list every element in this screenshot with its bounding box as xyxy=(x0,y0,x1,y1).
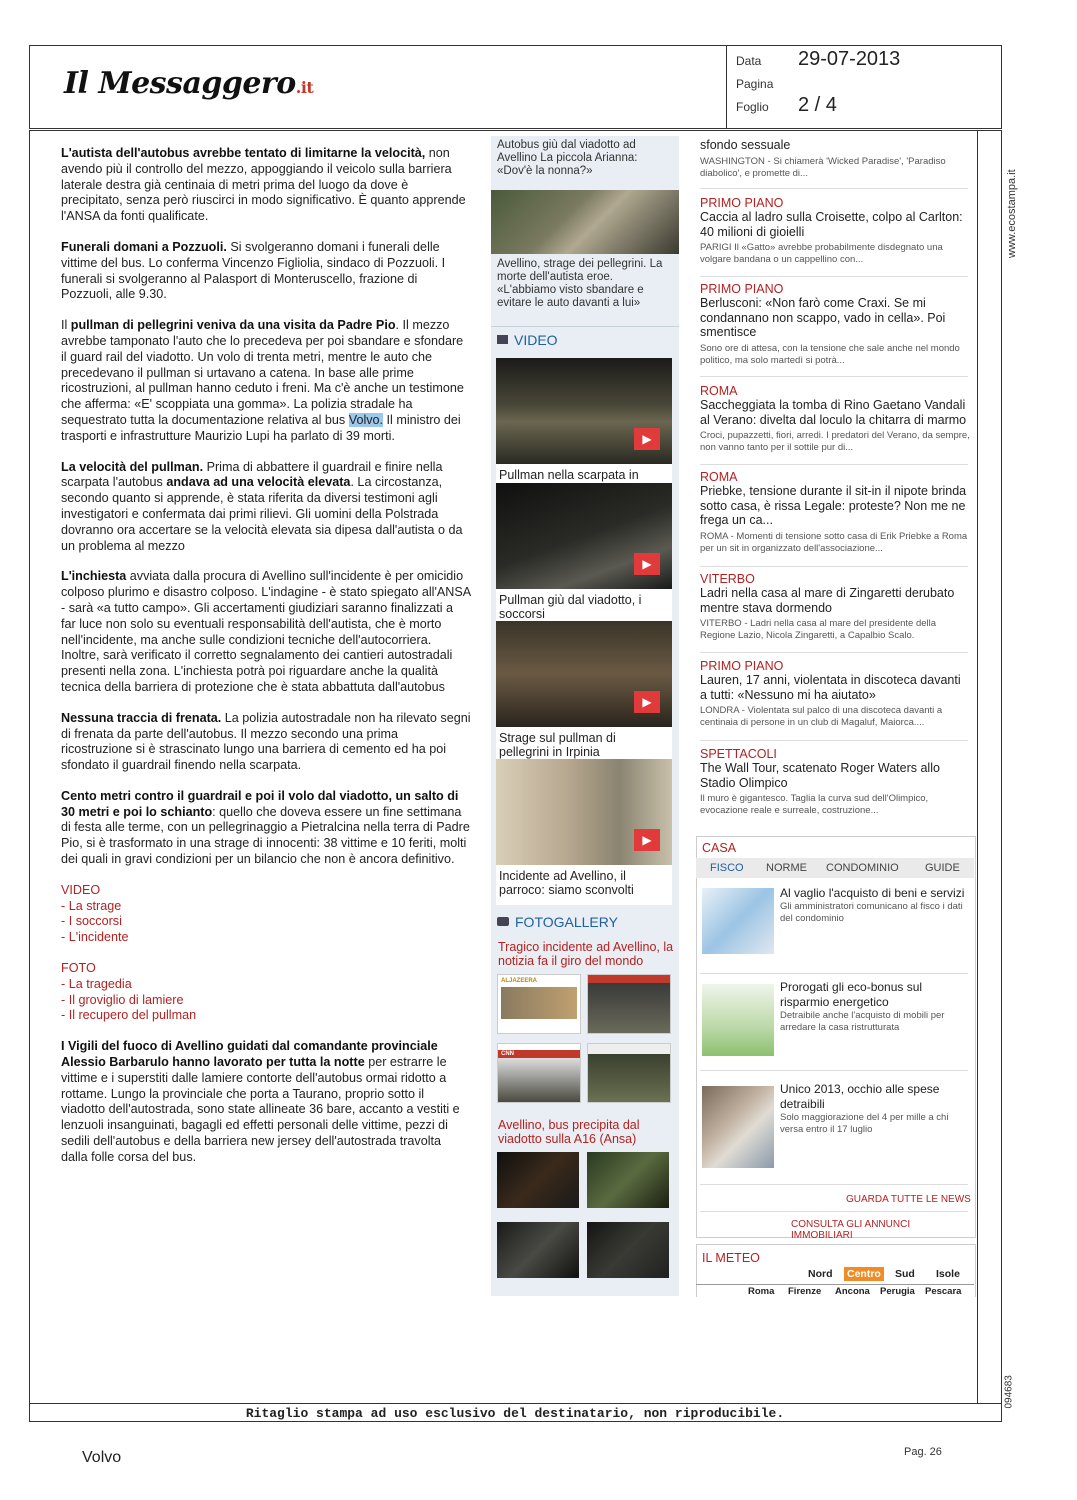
news-summary: VITERBO - Ladri nella casa al mare del presidente della Regione Lazio, Nicola Zingaretti, a Capalbio Scalo. xyxy=(700,618,937,641)
paragraph: L'autista dell'autobus avrebbe tentato di limitarne la velocità, non avendo più il controllo del mezzo, appoggiando il veicolo sulla barriera laterale destra già centinaia di metri prima del luogo da dove è precipitato, senza però riuscirci in modo significativo. È quanto apprende l'ANSA da fonti qualificate. xyxy=(61,146,466,224)
meteo-tab-sud[interactable]: Sud xyxy=(895,1268,915,1280)
page-label: Pagina xyxy=(736,77,774,91)
footer-rule xyxy=(29,1403,1002,1404)
video-link[interactable]: - I soccorsi xyxy=(61,914,122,929)
camera-icon xyxy=(497,917,509,926)
video-card[interactable] xyxy=(496,759,672,905)
meteo-city[interactable]: Pescara xyxy=(925,1286,962,1297)
play-icon[interactable]: ▶ xyxy=(634,553,660,575)
meteo-tab-centro[interactable]: Centro xyxy=(844,1267,884,1281)
news-item[interactable] xyxy=(700,470,970,555)
news-section[interactable]: SPETTACOLI xyxy=(700,747,777,761)
meteo-city[interactable]: Roma xyxy=(748,1286,775,1297)
gallery-thumb[interactable] xyxy=(497,1222,579,1278)
gallery-thumb[interactable] xyxy=(587,1222,669,1278)
tab-fisco[interactable]: FISCO xyxy=(710,862,744,874)
news-title[interactable]: sfondo sessuale xyxy=(700,138,791,152)
gallery-title[interactable]: Tragico incidente ad Avellino, la notizia fa il giro del mondo xyxy=(498,940,674,968)
video-thumb[interactable] xyxy=(496,759,672,865)
foto-links-heading: FOTO xyxy=(61,961,96,976)
meteo-city[interactable]: Firenze xyxy=(788,1286,822,1297)
article-body xyxy=(61,146,471,1181)
news-title[interactable]: Ladri nella casa al mare di Zingaretti derubato mentre stava dormendo xyxy=(700,586,955,615)
gallery-thumb[interactable] xyxy=(587,1152,669,1208)
news-item[interactable] xyxy=(700,196,970,266)
video-caption[interactable]: Strage sul pullman di pellegrini in Irpinia xyxy=(499,731,616,759)
video-card[interactable] xyxy=(496,621,672,767)
side-code: 094683 xyxy=(1003,1375,1015,1409)
video-thumb[interactable] xyxy=(496,483,672,589)
casa-item-image[interactable] xyxy=(702,1086,774,1168)
casa-item[interactable] xyxy=(780,980,970,1034)
news-item[interactable] xyxy=(700,282,970,367)
meteo-cities xyxy=(696,1284,974,1297)
casa-item-title[interactable]: Unico 2013, occhio alle spese detraibili xyxy=(780,1082,940,1111)
news-item[interactable] xyxy=(700,384,970,454)
play-icon[interactable]: ▶ xyxy=(634,829,660,851)
video-links-heading: VIDEO xyxy=(61,882,101,897)
side-rule xyxy=(977,130,978,1404)
video-caption[interactable]: Incidente ad Avellino, il parroco: siamo sconvolti xyxy=(499,869,634,897)
video-card[interactable] xyxy=(496,483,672,629)
paragraph: Il pullman di pellegrini veniva da una visita da Padre Pio. Il mezzo avrebbe tamponato l'auto che lo precedeva per poi sbandare e sfondare il guard rail del viadotto. Un volo di trenta metri, mentre le auto che precedevano il pullman si urtavano a catena. In base alle prime ricostruzioni, al pullman hanno ceduto i freni. Ma c'è anche un testimone che afferma: «E' scoppiata una gomma». La polizia stradale ha sequestrato tutta la documentazione relativa al bus Volvo. Il ministro dei trasporti e infrastrutture Maurizio Lupi ha parlato di 39 morti. xyxy=(61,318,464,443)
paragraph: Nessuna traccia di frenata. La polizia autostradale non ha rilevato segni di frenata da parte dell'autobus. Il mezzo secondo una prima ricostruzione si è strascinato lungo una barriera di cemento ed ha poi sfondato il guardrail finendo nella scarpata. xyxy=(61,710,471,773)
casa-item[interactable] xyxy=(780,886,970,925)
video-link[interactable]: - La strage xyxy=(61,898,122,913)
meteo-heading: IL METEO xyxy=(702,1251,760,1265)
tab-condominio[interactable]: CONDOMINIO xyxy=(826,862,899,874)
gallery-thumb[interactable] xyxy=(497,1043,581,1103)
gallery-title[interactable]: Avellino, bus precipita dal viadotto sulla A16 (Ansa) xyxy=(498,1118,640,1146)
gallery-thumb[interactable] xyxy=(497,1152,579,1208)
casa-heading: CASA xyxy=(702,841,737,855)
news-summary: Sono ore di attesa, con la tensione che sale anche nel mondo politico, ma solo martedì si potrà... xyxy=(700,342,960,366)
tab-norme[interactable]: NORME xyxy=(766,862,807,874)
date-value: 29-07-2013 xyxy=(798,48,901,70)
gallery-thumb[interactable] xyxy=(587,974,671,1034)
meteo-city[interactable]: Perugia xyxy=(880,1286,915,1297)
crash-photo[interactable] xyxy=(491,190,679,254)
top-caption[interactable]: Autobus giù dal viadotto ad Avellino La piccola Arianna: «Dov'è la nonna?» xyxy=(497,139,638,177)
meteo-tab-nord[interactable]: Nord xyxy=(808,1268,833,1280)
gallery-thumb[interactable] xyxy=(497,974,581,1034)
news-title[interactable]: Berlusconi: «Non farò come Craxi. Se mi condannano non scappo, vado in cella». Poi smentisce xyxy=(700,296,946,339)
meteo-city[interactable]: Ancona xyxy=(835,1286,870,1297)
news-title[interactable]: Caccia al ladro sulla Croisette, colpo al Carlton: 40 milioni di gioielli xyxy=(700,210,963,239)
news-section[interactable]: ROMA xyxy=(700,384,738,398)
news-title[interactable]: Priebke, tensione durante il sit-in il nipote brinda sotto casa, è rissa Legale: proteste? Non me ne frega un ca... xyxy=(700,484,967,527)
news-summary: Il muro è gigantesco. Taglia la curva sud dell'Olimpico, evocazione reale e surreale, costruzione... xyxy=(700,793,929,816)
casa-item-summary: Solo maggiorazione del 4 per mille a chi versa entro il 17 luglio xyxy=(780,1112,949,1135)
gallery-thumb[interactable] xyxy=(587,1043,671,1103)
casa-tabs xyxy=(696,858,974,878)
sheet-label: Foglio xyxy=(736,100,769,114)
news-item[interactable] xyxy=(700,659,970,729)
newspaper-logo: Il Messaggero.it xyxy=(64,66,314,101)
casa-item-image[interactable] xyxy=(702,984,774,1056)
foto-link[interactable]: - Il recupero del pullman xyxy=(61,1008,197,1023)
paragraph: La velocità del pullman. Prima di abbattere il guardrail e finire nella scarpata l'autobus andava ad una velocità elevata. La circostanza, secondo quanto si apprende, è stata riferita da diversi testimoni agli investigatori e confermata dai primi rilievi. Gli uomini della Polstrada dovranno ora accertare se la velocità elevata sia dipesa dall'autista o da un problema al mezzo xyxy=(61,459,463,553)
casa-item-summary: Gli amministratori comunicano al fisco i dati del condominio xyxy=(780,901,963,924)
video-icon xyxy=(497,335,508,344)
news-item[interactable] xyxy=(700,572,970,642)
footer-keyword: Volvo xyxy=(82,1449,122,1466)
paragraph: Funerali domani a Pozzuoli. Si svolgeranno domani i funerali delle vittime del bus. Lo conferma Vincenzo Figliolia, sindaco di Pozzuoli. I funerali si svolgeranno al Palasport di Monteruscello, frazione di Pozzuoli, alle 9.30. xyxy=(61,239,446,302)
news-summary: WASHINGTON - Si chiamerà 'Wicked Paradise', 'Paradiso diabolico', e promette di... xyxy=(700,155,946,179)
highlight-keyword: Volvo. xyxy=(348,412,384,427)
news-title[interactable]: Saccheggiata la tomba di Rino Gaetano Vandali al Verano: divelta dal loculo la chitarra di marmo xyxy=(700,398,967,427)
photo-caption[interactable]: Avellino, strage dei pellegrini. La morte dell'autista eroe. «L'abbiamo visto sbandare e evitare le auto davanti a lui» xyxy=(497,258,663,309)
all-news-link[interactable]: GUARDA TUTTE LE NEWS xyxy=(846,1194,971,1205)
footer-page: Pag. 26 xyxy=(904,1446,942,1458)
play-icon[interactable]: ▶ xyxy=(634,691,660,713)
foto-links xyxy=(61,961,471,1024)
side-website: www.ecostampa.it xyxy=(1006,169,1018,258)
casa-item-image[interactable] xyxy=(702,888,774,954)
video-link[interactable]: - L'incidente xyxy=(61,930,129,945)
news-section[interactable]: VITERBO xyxy=(700,572,755,586)
foto-link[interactable]: - Il groviglio di lamiere xyxy=(61,992,184,1007)
paragraph: Cento metri contro il guardrail e poi il volo dal viadotto, un salto di 30 metri e poi lo schianto: quello che doveva essere un fine settimana di festa alle terme, con un pellegrinaggio a Pietralcina nella terra di Padre Pio, si è trasformato in una strage di innocenti: 38 vittime e 10 feriti, molti dei quali in gravi condizioni per un bilancio che non è ancora definitivo. xyxy=(61,788,470,867)
foto-link[interactable]: - La tragedia xyxy=(61,976,132,991)
news-summary: Croci, pupazzetti, fiori, arredi. I predatori del Verano, da sempre, non vanno tanto per il sottile pur di... xyxy=(700,430,970,453)
fotogallery-section-title: FOTOGALLERY xyxy=(497,914,618,930)
video-section-title: VIDEO xyxy=(497,332,558,348)
paragraph: I Vigili del fuoco di Avellino guidati dal comandante provinciale Alessio Barbarulo hanno lavorato per tutta la notte per estrarre le vittime e i superstiti dalle lamiere contorte dell'autobus ormai ridotto a rottame. Lungo la provinciale che porta a Taurano, proprio sotto il viadotto dell'autostrada, sono state allineate 36 bare, accanto a vestiti e lenzuoli insanguinati, bagagli ed effetti personali delle vittime, pezzi di sedili dell'autobus e della barriera new jersey dell'autostrada travolta dalla folle corsa del bus. xyxy=(61,1039,460,1164)
clipping-note: Ritaglio stampa ad uso esclusivo del destinatario, non riproducibile. xyxy=(245,1406,785,1421)
news-section[interactable]: ROMA xyxy=(700,470,738,484)
annunci-link[interactable]: CONSULTA GLI ANNUNCI IMMOBILIARI xyxy=(791,1219,911,1241)
video-caption[interactable]: Pullman giù dal viadotto, i soccorsi xyxy=(499,593,642,621)
news-section[interactable]: PRIMO PIANO xyxy=(700,282,784,296)
news-summary: ROMA - Momenti di tensione sotto casa di Erik Priebke a Roma per un sit in organizzato dell'associazione... xyxy=(700,530,968,554)
meteo-tab-isole[interactable]: Isole xyxy=(936,1268,960,1280)
tab-guide[interactable]: GUIDE xyxy=(925,862,960,874)
news-title[interactable]: Lauren, 17 anni, violentata in discoteca davanti a tutti: «Nessuno mi ha aiutato» xyxy=(700,673,961,702)
gallery-thumb-label: CNN xyxy=(501,1051,514,1057)
media-column xyxy=(491,136,679,1296)
sheet-value: 2 / 4 xyxy=(798,94,837,116)
date-label: Data xyxy=(736,54,762,68)
casa-item-summary: Detraibile anche l'acquisto di mobili per arredare la casa ristrutturata xyxy=(780,1010,945,1033)
news-section[interactable]: PRIMO PIANO xyxy=(700,196,784,210)
gallery-thumb-label: ALJAZEERA xyxy=(501,978,538,984)
video-thumb[interactable] xyxy=(496,621,672,727)
video-thumb[interactable] xyxy=(496,358,672,464)
casa-item-title[interactable]: Prorogati gli eco-bonus sul risparmio energetico xyxy=(780,980,923,1009)
news-section[interactable]: PRIMO PIANO xyxy=(700,659,784,673)
video-caption[interactable]: Pullman nella scarpata in xyxy=(499,468,639,482)
header-divider xyxy=(726,45,727,129)
news-item[interactable] xyxy=(700,747,970,817)
news-item[interactable] xyxy=(700,138,970,180)
play-icon[interactable]: ▶ xyxy=(634,428,660,450)
paragraph: L'inchiesta avviata dalla procura di Avellino sull'incidente è per omicidio colposo plurimo e disastro colposo. L'indagine - è stato spiegato all'ANSA - sarà «a tutto campo». Gli accertamenti giudiziari saranno finalizzati a far luce non solo su eventuali responsabilità dell'autista, che è morto nell'incidente, ma anche sulle condizioni tecniche dell'autocorriera. Inoltre, sarà verificato il corretto segnalamento dei cantieri autostradali presenti nella zona. L'inchiesta potrà poi riguardare anche la qualità tecnica della barriera di protezione che è stata abbattuta dall'autobus xyxy=(61,569,471,694)
video-links xyxy=(61,883,471,946)
casa-item-title[interactable]: Al vaglio l'acquisto di beni e servizi xyxy=(780,886,965,900)
casa-item[interactable] xyxy=(780,1082,970,1136)
news-title[interactable]: The Wall Tour, scatenato Roger Waters allo Stadio Olimpico xyxy=(700,761,940,790)
news-summary: LONDRA - Violentata sul palco di una discoteca davanti a centinaia di persone in un club di Magaluf, Maiorca.... xyxy=(700,705,943,728)
news-summary: PARIGI Il «Gatto» avrebbe probabilmente disdegnato una volgare bandana o un cappellino con... xyxy=(700,242,943,265)
